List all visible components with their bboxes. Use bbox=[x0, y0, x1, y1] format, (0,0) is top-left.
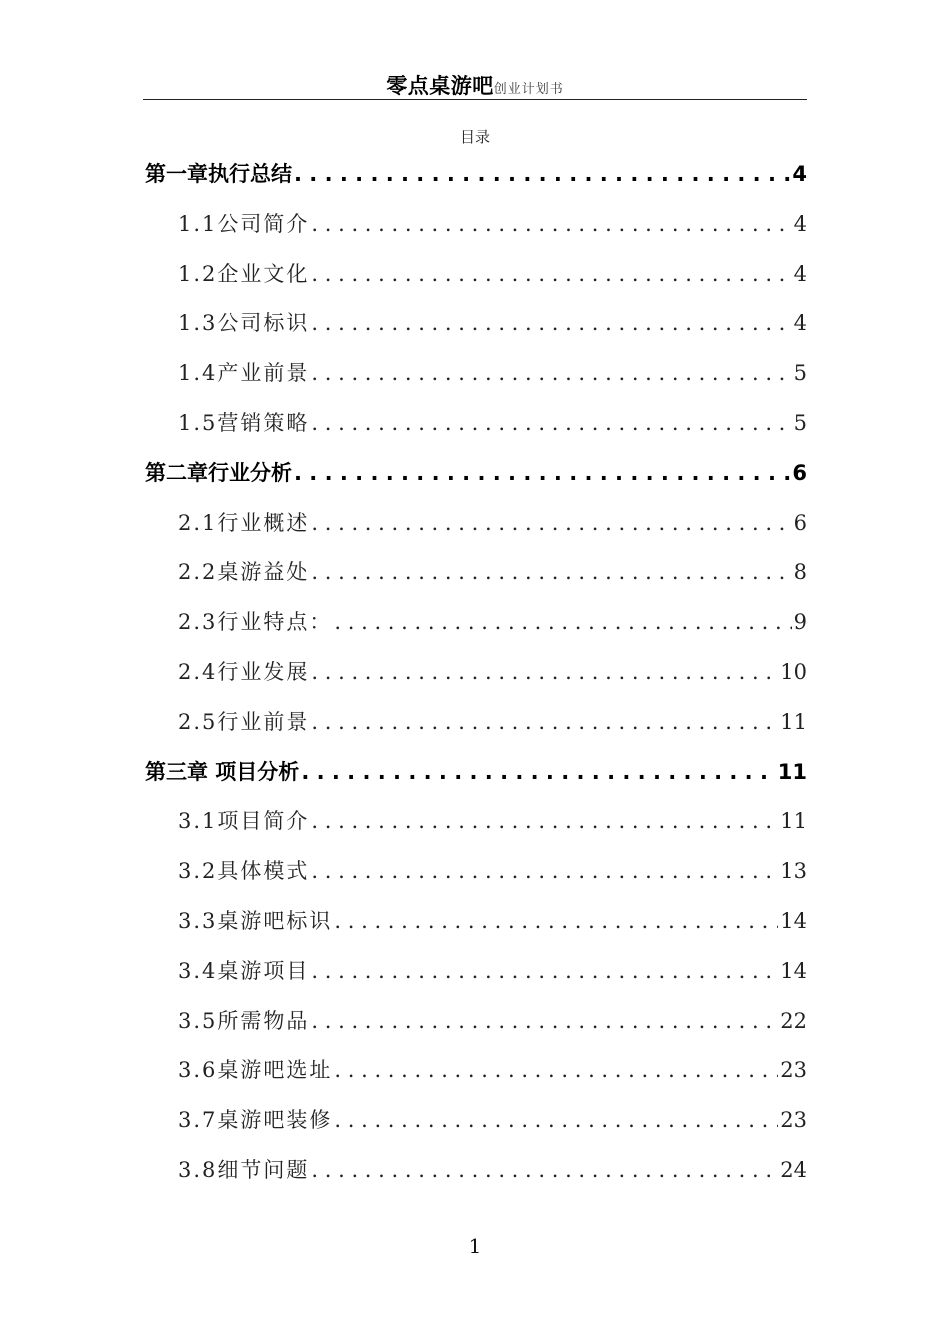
toc-dot-leader bbox=[301, 748, 775, 798]
toc-section-entry[interactable] bbox=[145, 897, 807, 947]
toc-entry-title: 第一章执行总结 bbox=[145, 162, 292, 186]
toc-dot-leader bbox=[311, 349, 791, 399]
page-header bbox=[143, 70, 807, 100]
toc-entry-page: 4 bbox=[793, 211, 807, 236]
toc-section-entry[interactable] bbox=[145, 548, 807, 598]
toc-section-entry[interactable] bbox=[145, 947, 807, 997]
toc-section-entry[interactable] bbox=[145, 250, 807, 300]
toc-dot-leader bbox=[311, 997, 778, 1047]
toc-heading: 目录 bbox=[459, 128, 490, 146]
toc-entry-page: 22 bbox=[780, 1008, 807, 1033]
toc-dot-leader bbox=[311, 698, 778, 748]
toc-dot-leader bbox=[311, 947, 778, 997]
toc-section-entry[interactable] bbox=[145, 399, 807, 449]
toc-entry-page: 6 bbox=[792, 460, 807, 485]
toc-dot-leader bbox=[311, 299, 791, 349]
toc-entry-page: 11 bbox=[780, 709, 807, 734]
toc-section-entry[interactable] bbox=[145, 1096, 807, 1146]
toc-entry-page: 11 bbox=[780, 809, 807, 834]
toc-entry-title: 3.4桌游项目 bbox=[178, 958, 310, 983]
toc-dot-leader bbox=[334, 1046, 778, 1096]
toc-entry-page: 13 bbox=[780, 859, 807, 884]
toc-entry-title: 1.1公司简介 bbox=[178, 211, 310, 236]
toc-section-entry[interactable] bbox=[145, 847, 807, 897]
toc-entry-title: 2.2桌游益处 bbox=[178, 560, 310, 585]
page-number: 1 bbox=[468, 1234, 482, 1258]
toc-entry-page: 11 bbox=[777, 759, 807, 784]
toc-entry-title: 2.5行业前景 bbox=[178, 709, 310, 734]
toc-entry-title: 1.5营销策略 bbox=[178, 410, 310, 435]
toc-dot-leader bbox=[311, 548, 791, 598]
toc-section-entry[interactable] bbox=[145, 1046, 807, 1096]
toc-section-entry[interactable] bbox=[145, 299, 807, 349]
toc-section-entry[interactable] bbox=[145, 797, 807, 847]
toc-entry-page: 4 bbox=[792, 162, 807, 186]
toc-chapter-entry[interactable] bbox=[145, 449, 807, 499]
toc-dot-leader bbox=[294, 150, 790, 200]
toc-chapter-entry[interactable] bbox=[145, 748, 807, 798]
toc-entry-page: 10 bbox=[780, 659, 807, 684]
header-brand: 零点桌游吧 bbox=[386, 74, 494, 98]
toc-chapter-entry[interactable] bbox=[145, 150, 807, 200]
toc-entry-title: 3.1项目简介 bbox=[178, 809, 310, 834]
toc-dot-leader bbox=[311, 1146, 778, 1196]
toc-dot-leader bbox=[311, 648, 778, 698]
toc-section-entry[interactable] bbox=[145, 997, 807, 1047]
toc-entry-title: 3.2具体模式 bbox=[178, 859, 310, 884]
toc-entry-title: 2.1行业概述 bbox=[178, 510, 310, 535]
toc-section-entry[interactable] bbox=[145, 499, 807, 549]
toc-entry-page: 9 bbox=[793, 610, 807, 635]
toc-entry-page: 6 bbox=[793, 510, 807, 535]
toc-entry-page: 23 bbox=[780, 1108, 807, 1133]
toc-entry-page: 4 bbox=[793, 261, 807, 286]
table-of-contents bbox=[145, 150, 807, 1196]
toc-section-entry[interactable] bbox=[145, 698, 807, 748]
toc-entry-title: 1.4产业前景 bbox=[178, 361, 310, 386]
toc-dot-leader bbox=[334, 598, 791, 648]
toc-entry-page: 24 bbox=[780, 1157, 807, 1182]
toc-entry-title: 1.2企业文化 bbox=[178, 261, 310, 286]
toc-dot-leader bbox=[311, 250, 791, 300]
toc-entry-page: 14 bbox=[780, 958, 807, 983]
toc-dot-leader bbox=[311, 797, 778, 847]
toc-entry-page: 5 bbox=[793, 410, 807, 435]
toc-entry-title: 2.3行业特点： bbox=[178, 610, 333, 635]
toc-entry-page: 8 bbox=[793, 560, 807, 585]
toc-entry-title: 3.6桌游吧选址 bbox=[178, 1058, 333, 1083]
toc-entry-title: 1.3公司标识 bbox=[178, 311, 310, 336]
toc-entry-page: 14 bbox=[780, 908, 807, 933]
toc-dot-leader bbox=[294, 449, 790, 499]
toc-entry-title: 3.7桌游吧装修 bbox=[178, 1108, 333, 1133]
toc-entry-title: 3.8细节问题 bbox=[178, 1157, 310, 1182]
toc-entry-page: 4 bbox=[793, 311, 807, 336]
toc-section-entry[interactable] bbox=[145, 1146, 807, 1196]
toc-dot-leader bbox=[311, 499, 791, 549]
toc-entry-page: 23 bbox=[780, 1058, 807, 1083]
toc-section-entry[interactable] bbox=[145, 200, 807, 250]
toc-dot-leader bbox=[334, 897, 778, 947]
toc-entry-page: 5 bbox=[793, 361, 807, 386]
toc-section-entry[interactable] bbox=[145, 648, 807, 698]
toc-dot-leader bbox=[334, 1096, 778, 1146]
toc-dot-leader bbox=[311, 399, 791, 449]
toc-entry-title: 3.3桌游吧标识 bbox=[178, 908, 333, 933]
toc-entry-title: 2.4行业发展 bbox=[178, 659, 310, 684]
toc-entry-title: 第二章行业分析 bbox=[145, 460, 292, 485]
toc-entry-title: 第三章 项目分析 bbox=[145, 759, 300, 784]
toc-dot-leader bbox=[311, 200, 791, 250]
toc-section-entry[interactable] bbox=[145, 598, 807, 648]
toc-section-entry[interactable] bbox=[145, 349, 807, 399]
toc-entry-title: 3.5所需物品 bbox=[178, 1008, 310, 1033]
toc-dot-leader bbox=[311, 847, 778, 897]
header-subtitle: 创业计划书 bbox=[493, 82, 564, 97]
